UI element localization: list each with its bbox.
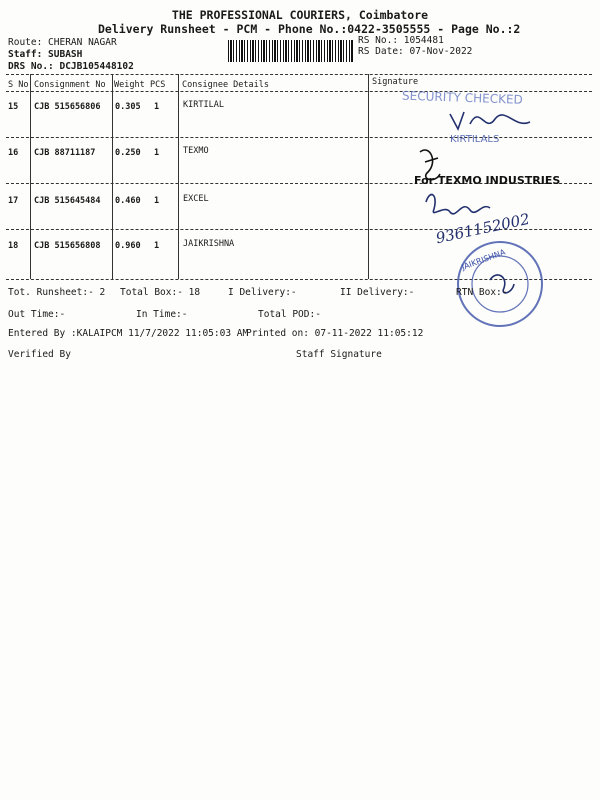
staff-signature: Staff Signature [296,349,382,360]
verified-by: Verified By [8,349,71,360]
col-header-sno: S No [8,80,29,90]
route-label: Route: CHERAN NAGAR [8,37,117,48]
col-divider [368,74,369,279]
rs-date: RS Date: 07-Nov-2022 [358,46,473,57]
row-weight: 0.305 [115,102,141,112]
row-weight: 0.960 [115,241,141,251]
row-sno: 17 [8,196,19,206]
row-consignee: EXCEL [183,194,209,204]
col-header-pcs: PCS [150,80,166,90]
row-sno: 15 [8,102,19,112]
rs-number: RS No.: 1054481 [358,35,444,46]
row-consignee: TEXMO [183,146,209,156]
out-time: Out Time:- [8,309,66,320]
row-pcs: 1 [154,102,160,112]
row-pcs: 1 [154,148,160,158]
signature-stamps [390,84,590,354]
in-time: In Time:- [136,309,188,320]
entered-by: Entered By :KALAIPCM 11/7/2022 11:05:03 AM [8,328,249,339]
row-sno: 18 [8,241,19,251]
row-pcs: 1 [154,196,160,206]
col-divider [178,74,179,279]
row-weight: 0.460 [115,196,141,206]
total-runsheet: Tot. Runsheet:- 2 [8,287,106,298]
staff-label: Staff: SUBASH [8,49,83,60]
handwritten-phone: 9361152002 [434,209,532,248]
ii-delivery: II Delivery:- [340,287,415,298]
rtn-box: RTN Box:- [456,287,508,298]
row-consignee: JAIKRISHNA [183,239,235,249]
col-header-signature: Signature [372,77,419,87]
company-title: THE PROFESSIONAL COURIERS, Coimbatore [171,8,429,22]
col-header-consignment: Consignment No [34,80,106,90]
row-consignee: KIRTILAL [183,100,224,110]
round-seal-stamp [458,242,542,326]
row-consignment: CJB 515656808 [34,241,101,251]
kirtilals-stamp: KIRTILALS [450,134,500,145]
runsheet-subtitle: Delivery Runsheet - PCM - Phone No.:0422-3505555 - Page No.:2 [98,22,521,36]
barcode [228,40,354,62]
total-pod: Total POD:- [258,309,321,320]
row-sno: 16 [8,148,19,158]
security-checked-stamp: SECURITY CHECKED [401,88,524,107]
i-delivery: I Delivery:- [228,287,297,298]
row-consignment: CJB 88711187 [34,148,96,158]
row-consignment: CJB 515656806 [34,102,101,112]
drs-number: DRS No.: DCJB105448102 [8,61,134,72]
texmo-stamp: For TEXMO INDUSTRIES [414,174,561,187]
row-consignment: CJB 515645484 [34,196,101,206]
signature-mark [450,112,530,129]
col-divider [112,74,113,279]
row-weight: 0.250 [115,148,141,158]
col-header-weight: Weight [114,80,145,90]
printed-on: Printed on: 07-11-2022 11:05:12 [246,328,424,339]
col-header-consignee: Consignee Details [182,80,269,90]
svg-text:JAIKRISHNA: JAIKRISHNA [460,247,507,272]
row-pcs: 1 [154,241,160,251]
table-top-border [6,74,592,75]
col-divider [30,74,31,279]
signature-mark [426,195,490,214]
total-box: Total Box:- 18 [120,287,201,298]
